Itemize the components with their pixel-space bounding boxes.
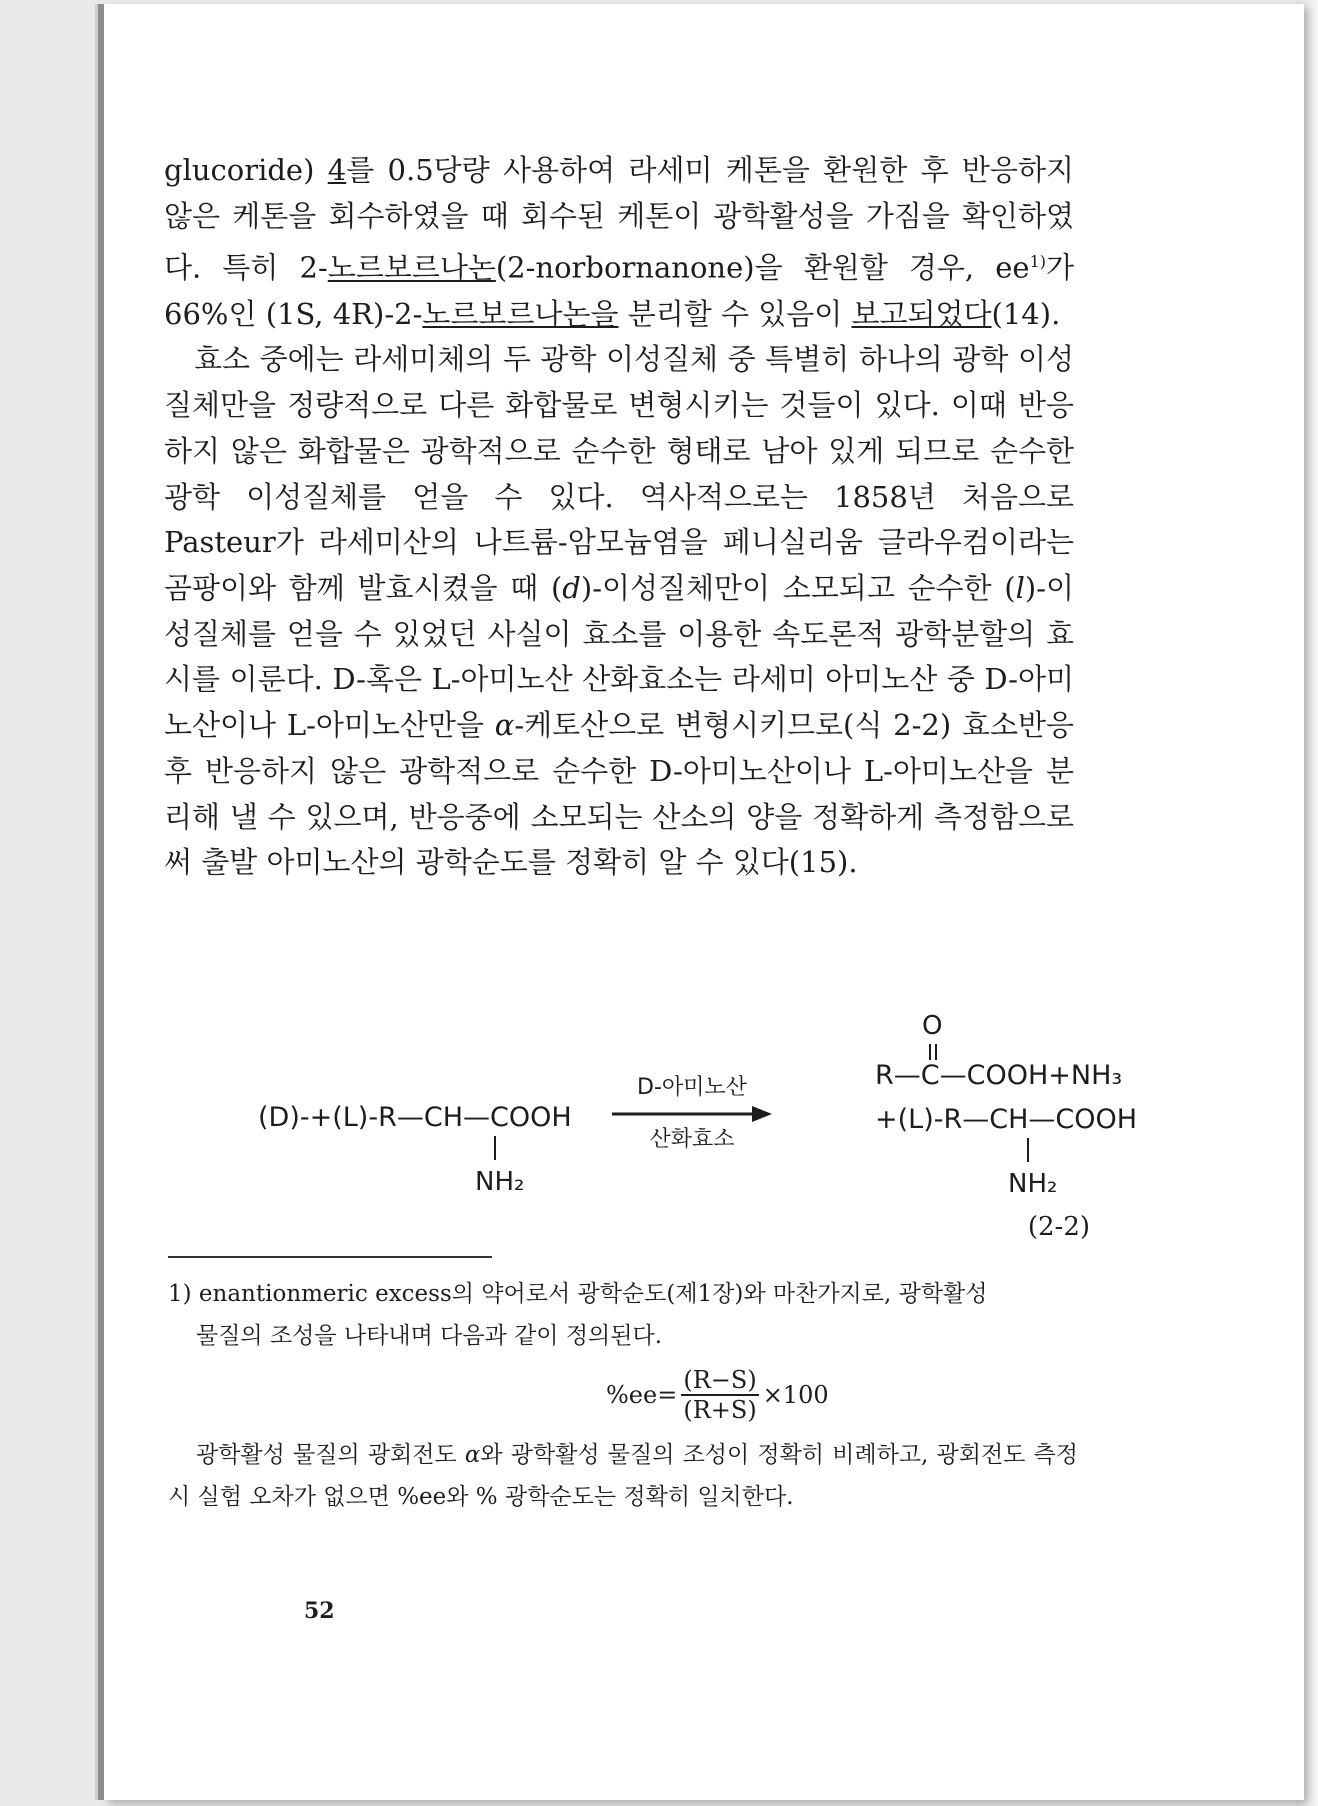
footnote-line-2: 물질의 조성을 나타내며 다음과 같이 정의된다.: [196, 1323, 663, 1349]
ee-formula: [606, 1366, 829, 1424]
paragraph-1: [164, 148, 1074, 337]
italic-d: d: [562, 570, 581, 605]
footnote: [168, 1273, 1078, 1357]
italic-l: l: [1015, 570, 1025, 605]
formula-denominator: (R+S): [683, 1396, 757, 1424]
product-nh2: NH₂: [1008, 1169, 1058, 1199]
footnote-rule: [168, 1256, 492, 1258]
footnote-p2: [168, 1434, 1078, 1518]
text-run: (2-norbornanone)을 환원할 경우, ee: [495, 251, 1030, 286]
text-run: 가 66%인 (1S, 4R)-2-: [164, 251, 1074, 331]
footnote-ref: 1): [1029, 252, 1046, 272]
formula-right: ×100: [762, 1381, 829, 1409]
formula-left: %ee=: [606, 1381, 678, 1409]
footnote-line-1: 1) enantionmeric excess의 약어로서 광학순도(제1장)와 마찬가지로, 광학활성: [168, 1281, 988, 1307]
arrow-head: [752, 1106, 772, 1122]
body-text: [164, 148, 1074, 886]
text-run: 효소 중에는 라세미체의 두 광학 이성질체 중 특별히 하나의 광학 이성질체만을 정량적으로 다른 화합물로 변형시키는 것들이 있다. 이때 반응하지 않은 화합물은 광학적으로 순수한 형태로 남아 있게 되므로 순수한 광학 이성질체를 얻을 수 있다. 역사적으로는 1858년 처음으로 Pasteur가 라세미산의 나트륨-암모늄염을 페니실리움 글라우컴이라는 곰팡이와 함께 발효시켰을 때 (: [164, 342, 1074, 605]
text-run: )-이성질체만이 소모되고 순수한 (: [580, 570, 1016, 605]
product-oxygen: O: [922, 1011, 943, 1041]
alpha-symbol: α: [494, 708, 515, 743]
equation-number: (2-2): [1027, 1212, 1090, 1242]
underlined-term: 보고되었다: [851, 296, 992, 331]
text-run: glucoride): [164, 153, 328, 187]
text-run: 와 광학활성 물질의 조성이 정확히 비례하고, 광회전도 측정시 실험 오차가 없으면 %ee와 % 광학순도는 정확히 일치한다.: [168, 1442, 1078, 1510]
underlined-term: 노르보르나논을: [422, 296, 619, 331]
reaction-equation: [140, 1000, 1180, 1210]
text-run: -케토산으로 변형시키므로(식 2-2) 효소반응 후 반응하지 않은 광학적으로 순수한 D-아미노산이나 L-아미노산을 분리해 낼 수 있으며, 반응중에 소모되는 산소의 양을 정확하게 측정함으로써 출발 아미노산의 광학순도를 정확히 알 수 있다(15).: [164, 708, 1074, 880]
text-run: )-이성질체를 얻을 수 있었던 사실이 효소를 이용한 속도론적 광학분할의 효시를 이룬다. D-혹은 L-아미노산 산화효소는 라세미 아미노산 중 D-아미노산이나 L-아미노산만을: [164, 570, 1075, 743]
underlined-term: 노르보르나논: [327, 251, 496, 286]
text-run: 분리할 수 있음이: [618, 296, 852, 331]
citation: (14).: [991, 296, 1061, 331]
text-run: 광학활성 물질의 광회전도: [196, 1442, 465, 1468]
text-run: 를 0.5당량 사용하여 라세미 케톤을 환원한 후 반응하지 않은 케톤을 회수하였을 때 회수된 케톤이 광학활성을 가짐을 확인하였다. 특히 2-: [164, 153, 1074, 286]
reactant-text: (D)-+(L)-R—CH—COOH: [258, 1102, 572, 1133]
alpha-symbol: α: [464, 1442, 481, 1468]
enzyme-label-top: D-아미노산: [637, 1075, 747, 1100]
formula-fraction: [681, 1366, 758, 1424]
page-number: 52: [304, 1598, 335, 1624]
compound-number: 4: [327, 153, 347, 187]
reactant-nh2: NH₂: [475, 1167, 525, 1197]
formula-numerator: (R−S): [683, 1366, 757, 1394]
product-line-1: R—C—COOH+NH₃: [875, 1060, 1123, 1091]
paragraph-2: [164, 337, 1074, 885]
product-line-2: +(L)-R—CH—COOH: [875, 1104, 1138, 1135]
footnote-paragraph-2: [168, 1434, 1078, 1518]
enzyme-label-bottom: 산화효소: [649, 1127, 735, 1152]
